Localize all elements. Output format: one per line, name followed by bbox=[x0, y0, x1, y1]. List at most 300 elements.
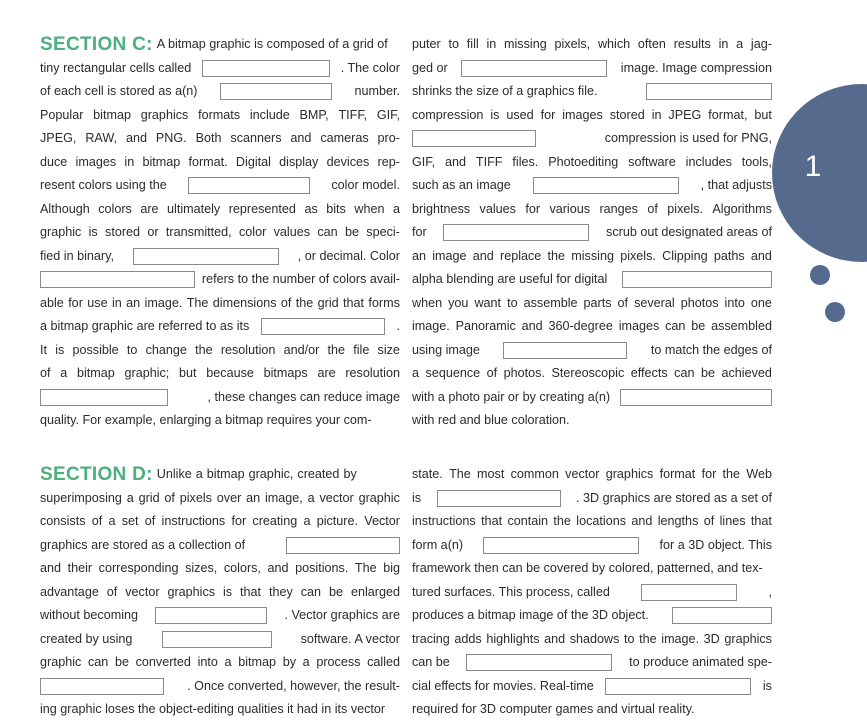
text-segment: for a 3D object. This bbox=[659, 537, 772, 552]
answer-blank[interactable] bbox=[412, 130, 536, 147]
text-segment: stored bbox=[609, 107, 645, 122]
text-segment: software. A vector bbox=[300, 631, 400, 646]
text-segment: alpha blending are useful for digital bbox=[412, 272, 608, 286]
text-segment: values bbox=[273, 225, 311, 239]
text-line bbox=[412, 362, 772, 386]
text-segment: ranges bbox=[599, 201, 638, 216]
text-segment: a bbox=[736, 37, 744, 51]
text-segment: and bbox=[472, 248, 494, 263]
answer-blank[interactable] bbox=[202, 60, 330, 77]
text-segment: compression bbox=[412, 107, 484, 122]
text-segment: by bbox=[282, 655, 296, 669]
text-segment: is bbox=[88, 225, 98, 239]
text-segment: is bbox=[490, 107, 500, 122]
text-line bbox=[40, 386, 400, 410]
answer-blank[interactable] bbox=[155, 607, 267, 624]
answer-blank[interactable] bbox=[437, 490, 561, 507]
text-segment: instructions bbox=[161, 514, 226, 528]
text-segment: , that adjusts bbox=[700, 178, 772, 192]
text-segment: 3D bbox=[703, 631, 720, 646]
text-segment: Photoediting bbox=[548, 154, 619, 169]
text-segment: and bbox=[750, 248, 772, 263]
text-segment: into bbox=[724, 295, 745, 310]
text-segment: images bbox=[562, 107, 603, 122]
text-segment: a bbox=[108, 514, 116, 528]
text-segment: to produce animated spe- bbox=[629, 655, 772, 669]
text-segment: fied in binary, bbox=[40, 248, 114, 263]
answer-blank[interactable] bbox=[483, 537, 639, 554]
text-segment: of bbox=[703, 514, 715, 528]
answer-blank[interactable] bbox=[622, 271, 772, 288]
text-segment: corresponding bbox=[98, 561, 179, 575]
text-segment: a bbox=[412, 366, 420, 380]
text-segment: Both bbox=[195, 131, 222, 145]
text-segment: of bbox=[617, 295, 629, 310]
text-line bbox=[40, 57, 400, 81]
text-segment: graphics bbox=[724, 631, 772, 646]
chapter-number: 1 bbox=[804, 150, 822, 183]
text-segment: . bbox=[396, 319, 400, 333]
text-segment: image bbox=[432, 248, 467, 263]
text-line bbox=[40, 651, 400, 675]
text-line bbox=[412, 80, 772, 104]
answer-blank[interactable] bbox=[641, 584, 737, 601]
text-segment: grid bbox=[138, 490, 160, 505]
text-line bbox=[40, 104, 400, 128]
text-line bbox=[412, 174, 772, 198]
text-segment: highlights bbox=[486, 631, 540, 646]
text-segment: shadows bbox=[569, 631, 620, 646]
text-segment: several bbox=[634, 295, 675, 310]
text-segment: for bbox=[68, 295, 83, 310]
text-segment: of bbox=[647, 201, 658, 216]
answer-blank[interactable] bbox=[40, 678, 164, 695]
text-segment: an bbox=[246, 490, 261, 505]
text-segment: for bbox=[540, 107, 556, 122]
text-segment: and bbox=[445, 154, 467, 169]
text-segment: are bbox=[317, 366, 336, 380]
text-segment: resent colors using the bbox=[40, 178, 167, 192]
answer-blank[interactable] bbox=[533, 177, 679, 194]
text-segment: such as an image bbox=[412, 178, 511, 192]
text-segment: can be bbox=[412, 655, 450, 669]
answer-blank[interactable] bbox=[220, 83, 332, 100]
text-segment: can bbox=[87, 655, 109, 669]
answer-blank[interactable] bbox=[672, 607, 772, 624]
text-segment: in bbox=[124, 154, 135, 169]
text-segment: Clipping bbox=[662, 248, 708, 263]
text-segment: for bbox=[231, 514, 247, 528]
text-line bbox=[40, 534, 400, 558]
text-segment: PNG. bbox=[155, 131, 187, 145]
section-d-column-left bbox=[40, 463, 400, 722]
text-line bbox=[412, 581, 772, 605]
text-segment: ing graphic loses the object-editing qualities it had in its vector bbox=[40, 702, 386, 716]
text-segment: process bbox=[316, 655, 361, 669]
text-segment: duce bbox=[40, 154, 68, 169]
text-line bbox=[412, 221, 772, 245]
text-segment: possible bbox=[72, 342, 119, 357]
text-segment: a bbox=[392, 201, 400, 216]
text-line bbox=[412, 127, 772, 151]
text-segment: be bbox=[329, 584, 344, 599]
text-segment: state. bbox=[412, 467, 443, 481]
text-segment: of bbox=[164, 490, 175, 505]
text-segment: they bbox=[269, 584, 293, 599]
text-segment: photos bbox=[680, 295, 719, 310]
text-segment: vector bbox=[319, 490, 354, 505]
text-segment: a bbox=[126, 490, 134, 505]
text-segment: and bbox=[40, 561, 62, 575]
text-segment: Panoramic bbox=[455, 319, 516, 333]
text-line bbox=[40, 628, 400, 652]
text-segment: a bbox=[307, 490, 315, 505]
text-segment: graphic; bbox=[124, 366, 170, 380]
text-segment: for bbox=[701, 467, 717, 481]
text-segment: be bbox=[700, 366, 715, 380]
text-segment: colors, bbox=[223, 561, 261, 575]
text-segment: is bbox=[223, 584, 233, 599]
text-segment: . Once converted, however, the result- bbox=[187, 678, 400, 693]
text-segment: bitmap bbox=[93, 107, 131, 122]
text-segment: in bbox=[111, 295, 122, 310]
text-segment: The bbox=[186, 295, 209, 310]
text-line bbox=[40, 198, 400, 222]
text-segment: lengths bbox=[657, 514, 699, 528]
text-segment: but bbox=[179, 366, 197, 380]
text-segment: vector bbox=[565, 467, 600, 481]
text-segment: grid bbox=[317, 295, 339, 310]
text-segment: resolution bbox=[345, 366, 400, 380]
text-line bbox=[40, 221, 400, 245]
text-segment: able bbox=[40, 295, 64, 310]
text-segment: . 3D graphics are stored as a set of bbox=[575, 490, 772, 505]
text-segment: tured surfaces. This process, called bbox=[412, 584, 610, 599]
text-segment: graphics bbox=[140, 107, 189, 122]
text-segment: to bbox=[624, 631, 635, 646]
text-segment: Digital bbox=[235, 154, 271, 169]
text-segment: with a photo pair or by creating a(n) bbox=[412, 389, 611, 404]
section-heading: SECTION D: bbox=[40, 464, 153, 485]
decorative-dot bbox=[810, 265, 830, 285]
text-segment: include bbox=[249, 107, 290, 122]
text-segment: graphics bbox=[167, 584, 216, 599]
text-line bbox=[40, 581, 400, 605]
text-segment: compression is used for PNG, bbox=[604, 131, 772, 145]
text-line bbox=[40, 487, 400, 511]
text-segment: the bbox=[327, 342, 346, 357]
answer-blank[interactable] bbox=[40, 389, 168, 406]
text-segment: enlarged bbox=[350, 584, 400, 599]
text-segment: vector bbox=[125, 584, 160, 599]
text-line bbox=[412, 628, 772, 652]
text-segment: can bbox=[665, 319, 686, 333]
text-segment: files. bbox=[512, 154, 539, 169]
text-segment: Popular bbox=[40, 107, 84, 122]
answer-blank[interactable] bbox=[461, 60, 607, 77]
answer-blank[interactable] bbox=[188, 177, 310, 194]
text-line bbox=[40, 604, 400, 628]
section-heading: SECTION C: bbox=[40, 34, 153, 55]
text-segment: of bbox=[40, 366, 51, 380]
text-segment: required for 3D computer games and virtual reality. bbox=[412, 702, 695, 716]
text-segment: Although bbox=[40, 201, 90, 216]
answer-blank[interactable] bbox=[443, 224, 589, 241]
text-segment: in bbox=[486, 37, 497, 51]
text-segment: when bbox=[412, 295, 443, 310]
text-segment: that bbox=[343, 295, 365, 310]
text-line bbox=[412, 57, 772, 81]
text-segment: one bbox=[750, 295, 772, 310]
text-segment: want bbox=[474, 295, 502, 310]
text-segment: is bbox=[55, 342, 65, 357]
text-segment: as bbox=[304, 201, 318, 216]
text-segment: ged or bbox=[412, 60, 448, 75]
text-segment: change bbox=[145, 342, 187, 357]
text-segment: , these changes can reduce image bbox=[207, 389, 400, 404]
text-segment: graphics bbox=[605, 467, 654, 481]
text-segment: the bbox=[295, 295, 314, 310]
text-line bbox=[412, 557, 772, 581]
text-line bbox=[40, 174, 400, 198]
text-segment: advantage bbox=[40, 584, 99, 599]
text-segment: can bbox=[317, 225, 338, 239]
text-segment: a bbox=[302, 655, 310, 669]
text-segment: parts bbox=[583, 295, 612, 310]
text-line bbox=[412, 104, 772, 128]
text-line bbox=[412, 339, 772, 363]
text-segment: a bbox=[224, 655, 232, 669]
text-segment: GIF, bbox=[376, 107, 400, 122]
text-segment: produces a bitmap image of the 3D object. bbox=[412, 608, 649, 622]
text-segment: devices bbox=[326, 154, 370, 169]
text-segment: Unlike bbox=[156, 467, 192, 481]
text-segment: The bbox=[354, 561, 377, 575]
text-line bbox=[40, 463, 400, 487]
text-segment: bitmap bbox=[142, 154, 181, 169]
text-segment: with red and blue coloration. bbox=[412, 413, 570, 427]
answer-blank[interactable] bbox=[503, 342, 627, 359]
text-line bbox=[412, 409, 772, 433]
text-segment: a bbox=[60, 366, 68, 380]
text-segment: tools, bbox=[741, 154, 772, 169]
text-segment: forms bbox=[368, 295, 400, 310]
text-segment: values bbox=[479, 201, 516, 216]
text-segment: Algorithms bbox=[712, 201, 772, 216]
text-segment: a bbox=[195, 467, 203, 481]
text-segment: graphic bbox=[358, 490, 400, 505]
text-segment: Stereoscopic bbox=[551, 366, 625, 380]
text-segment: TIFF bbox=[475, 154, 503, 169]
answer-blank[interactable] bbox=[162, 631, 272, 648]
text-segment: bitmaps bbox=[263, 366, 308, 380]
text-segment: a bitmap graphic are referred to as its bbox=[40, 319, 250, 333]
text-segment: adds bbox=[454, 631, 482, 646]
text-line bbox=[412, 675, 772, 699]
text-segment: display bbox=[279, 154, 319, 169]
text-segment: color bbox=[239, 225, 267, 239]
text-segment: most bbox=[477, 467, 505, 481]
text-segment: a bbox=[303, 514, 311, 528]
text-line bbox=[412, 198, 772, 222]
text-segment: includes bbox=[685, 154, 732, 169]
text-segment: speci- bbox=[366, 225, 400, 239]
text-segment: which bbox=[597, 37, 631, 51]
text-line bbox=[40, 80, 400, 104]
text-segment: an bbox=[126, 295, 141, 310]
text-segment: and bbox=[521, 319, 543, 333]
text-segment: without becoming bbox=[40, 608, 139, 622]
text-segment: photos. bbox=[503, 366, 545, 380]
text-line bbox=[412, 245, 772, 269]
text-segment: the bbox=[195, 342, 213, 357]
text-segment: resolution bbox=[220, 342, 276, 357]
answer-blank[interactable] bbox=[133, 248, 279, 265]
text-segment: an bbox=[412, 248, 427, 263]
text-segment: form a(n) bbox=[412, 537, 464, 552]
text-segment: the bbox=[722, 467, 741, 481]
text-segment: of each cell is stored as a(n) bbox=[40, 84, 198, 98]
answer-blank[interactable] bbox=[466, 654, 612, 671]
text-segment: image. bbox=[144, 295, 183, 310]
text-line bbox=[412, 315, 772, 339]
answer-blank[interactable] bbox=[261, 318, 385, 335]
text-segment: pixels bbox=[179, 490, 212, 505]
text-segment: quality. For example, enlarging a bitmap requires your com- bbox=[40, 413, 372, 427]
text-line bbox=[412, 510, 772, 534]
text-segment: be bbox=[114, 655, 129, 669]
text-segment: or bbox=[147, 225, 159, 239]
text-segment: , or decimal. Color bbox=[297, 248, 400, 263]
answer-blank[interactable] bbox=[620, 389, 772, 406]
decorative-dot bbox=[825, 302, 845, 322]
text-line bbox=[412, 604, 772, 628]
text-segment: format, bbox=[708, 107, 748, 122]
text-segment: Vector bbox=[364, 514, 400, 528]
text-segment: number. bbox=[354, 84, 400, 98]
answer-blank[interactable] bbox=[40, 271, 195, 288]
text-line bbox=[412, 651, 772, 675]
text-segment: cial effects for movies. Real-time bbox=[412, 678, 594, 693]
text-segment: software bbox=[628, 154, 676, 169]
text-line bbox=[412, 534, 772, 558]
text-segment: format bbox=[659, 467, 696, 481]
text-segment: that bbox=[750, 514, 772, 528]
text-segment: TIFF, bbox=[338, 107, 368, 122]
text-segment: are bbox=[140, 201, 159, 216]
text-segment: consists bbox=[40, 514, 86, 528]
text-segment: pixels. bbox=[620, 248, 656, 263]
text-line bbox=[40, 292, 400, 316]
text-segment: graphic bbox=[40, 655, 82, 669]
text-segment: stored bbox=[105, 225, 141, 239]
text-segment: of bbox=[280, 295, 292, 310]
text-segment: using image bbox=[412, 342, 480, 357]
text-segment: JPEG, bbox=[40, 131, 77, 145]
text-segment: created bbox=[297, 467, 340, 481]
text-segment: bits bbox=[326, 201, 346, 216]
text-line bbox=[412, 698, 772, 722]
text-segment: is bbox=[412, 490, 422, 505]
text-segment: of bbox=[91, 514, 103, 528]
text-line bbox=[40, 409, 400, 433]
text-segment: puter bbox=[412, 37, 441, 51]
text-segment: formats bbox=[198, 107, 241, 122]
text-segment: transmitted, bbox=[165, 225, 232, 239]
text-segment: bitmap bbox=[206, 467, 245, 481]
text-segment: dimensions bbox=[212, 295, 277, 310]
text-segment: 360-degree bbox=[548, 319, 613, 333]
text-segment: can bbox=[300, 584, 322, 599]
text-segment: , bbox=[768, 584, 772, 599]
text-segment: JPEG bbox=[668, 107, 702, 122]
text-segment: because bbox=[206, 366, 254, 380]
answer-blank[interactable] bbox=[605, 678, 751, 695]
text-line bbox=[40, 362, 400, 386]
text-segment: to bbox=[448, 37, 459, 51]
text-segment: that bbox=[240, 584, 262, 599]
text-segment: by bbox=[343, 467, 357, 481]
text-segment: assemble bbox=[523, 295, 578, 310]
text-line bbox=[40, 245, 400, 269]
text-segment: locations bbox=[576, 514, 627, 528]
text-segment: paths bbox=[713, 248, 745, 263]
text-segment: Web bbox=[746, 467, 772, 481]
text-line bbox=[412, 268, 772, 292]
text-segment: A bitmap graphic is composed of a grid of bbox=[156, 37, 388, 51]
text-segment: represented bbox=[228, 201, 296, 216]
text-segment: RAW, bbox=[85, 131, 118, 145]
text-segment: over bbox=[216, 490, 242, 505]
text-line bbox=[40, 315, 400, 339]
answer-blank[interactable] bbox=[286, 537, 400, 554]
text-line bbox=[40, 127, 400, 151]
text-segment: results bbox=[673, 37, 711, 51]
text-segment: . Vector graphics are bbox=[284, 608, 400, 622]
text-segment: image, bbox=[264, 490, 303, 505]
text-segment: effects bbox=[630, 366, 668, 380]
text-segment: contain bbox=[507, 514, 549, 528]
text-segment: called bbox=[367, 655, 400, 669]
text-segment: scanners bbox=[230, 131, 282, 145]
text-line bbox=[412, 292, 772, 316]
text-segment: image. Image compression bbox=[620, 60, 772, 75]
text-segment: cameras bbox=[320, 131, 369, 145]
text-segment: bitmap bbox=[238, 655, 277, 669]
text-segment: used bbox=[506, 107, 534, 122]
text-segment: and/or bbox=[283, 342, 320, 357]
text-segment: the bbox=[639, 631, 657, 646]
text-segment: and bbox=[544, 631, 566, 646]
text-segment: It bbox=[40, 342, 47, 357]
text-segment: size bbox=[377, 342, 400, 357]
text-segment: be bbox=[691, 319, 706, 333]
text-segment: for bbox=[525, 201, 541, 216]
text-segment: bitmap bbox=[76, 366, 115, 380]
text-segment: and bbox=[125, 131, 147, 145]
text-segment: and bbox=[631, 514, 653, 528]
text-segment: jag- bbox=[750, 37, 772, 51]
text-segment: colors bbox=[98, 201, 132, 216]
section-d-column-right bbox=[412, 463, 772, 722]
text-segment: created by using bbox=[40, 631, 133, 646]
text-segment: various bbox=[549, 201, 591, 216]
text-segment: is bbox=[762, 678, 772, 693]
text-segment: big bbox=[383, 561, 400, 575]
text-segment: into bbox=[197, 655, 218, 669]
text-segment: file bbox=[353, 342, 370, 357]
answer-blank[interactable] bbox=[646, 83, 772, 100]
